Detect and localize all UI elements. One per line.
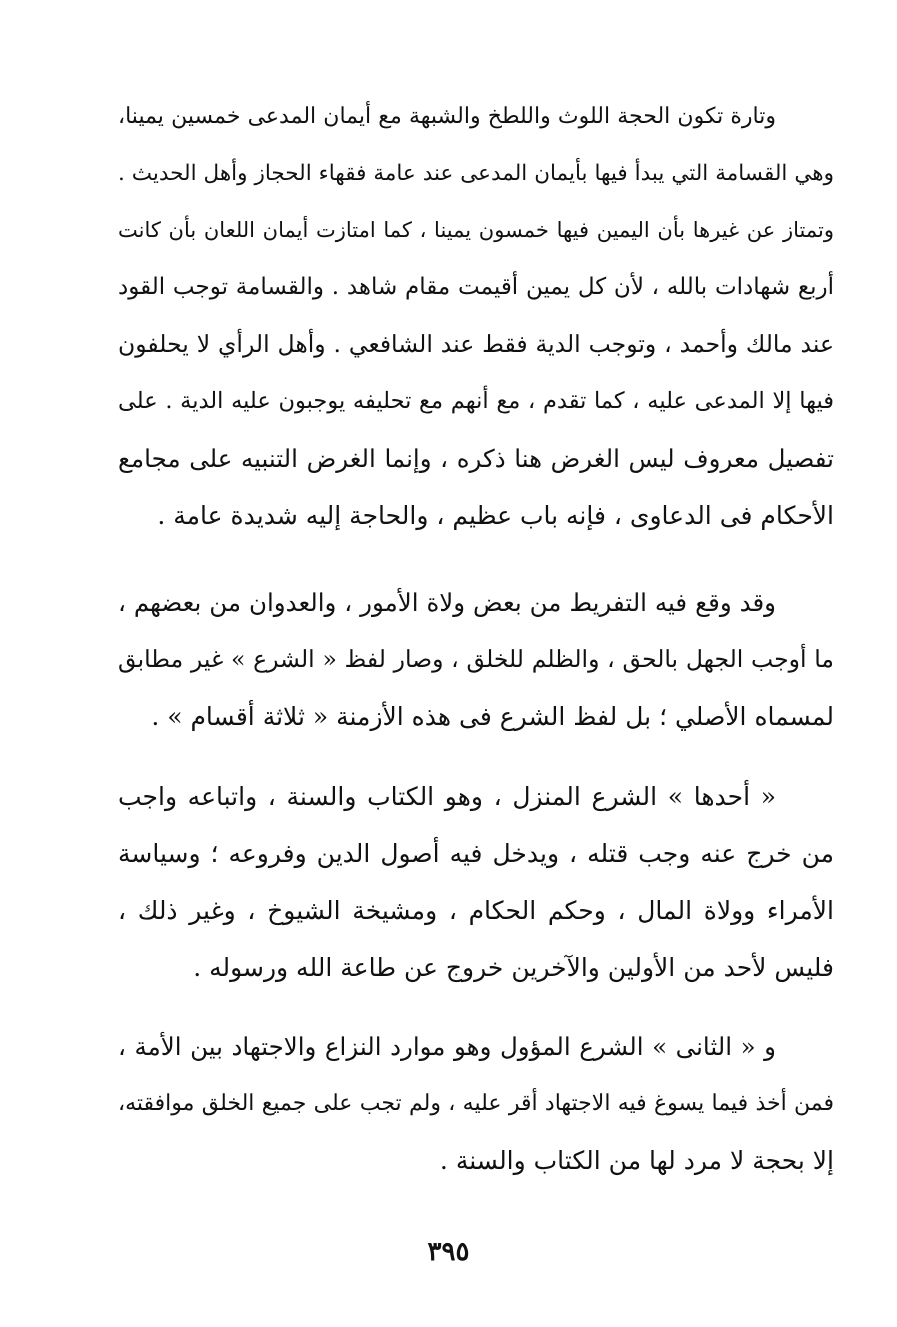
paragraph-4: [118, 1018, 834, 1189]
text-line: وهي القسامة التي يبدأ فيها بأيمان المدعى عند عامة فقهاء الحجاز وأهل الحديث .: [118, 161, 834, 186]
text-line: الأمراء وولاة المال ، وحكم الحكام ، ومشيخة الشيوخ ، وغير ذلك ،: [118, 896, 834, 925]
text-line: أربع شهادات بالله ، لأن كل يمين أقيمت مقام شاهد . والقسامة توجب القود: [118, 274, 834, 300]
text-line: « أحدها » الشرع المنزل ، وهو الكتاب والسنة ، واتباعه واجب: [118, 782, 776, 811]
text-line: فيها إلا المدعى عليه ، كما تقدم ، مع أنهم مع تحليفه يوجبون عليه الدية . على: [118, 388, 834, 414]
text-line: وتمتاز عن غيرها بأن اليمين فيها خمسون يمينا ، كما امتازت أيمان اللعان بأن كانت: [118, 218, 834, 242]
text-line: وتارة تكون الحجة اللوث واللطخ والشبهة مع أيمان المدعى خمسين يمينا،: [118, 104, 776, 129]
text-line: تفصيل معروف ليس الغرض هنا ذكره ، وإنما الغرض التنبيه على مجامع: [118, 444, 834, 473]
text-line: و « الثانى » الشرع المؤول وهو موارد النزاع والاجتهاد بين الأمة ،: [118, 1032, 776, 1061]
text-line: فمن أخذ فيما يسوغ فيه الاجتهاد أقر عليه ، ولم تجب على جميع الخلق موافقته،: [118, 1091, 834, 1116]
text-line: وقد وقع فيه التفريط من بعض ولاة الأمور ، والعدوان من بعضهم ،: [118, 588, 776, 617]
text-line: إلا بحجة لا مرد لها من الكتاب والسنة .: [439, 1146, 834, 1175]
paragraph-2: [118, 574, 834, 745]
text-line: لمسماه الأصلي ؛ بل لفظ الشرع فى هذه الأزمنة « ثلاثة أقسام » .: [151, 702, 834, 731]
page-number: ٣٩٥: [427, 1237, 470, 1267]
text-line: من خرج عنه وجب قتله ، ويدخل فيه أصول الدين وفروعه ؛ وسياسة: [118, 839, 834, 868]
text-line: ما أوجب الجهل بالحق ، والظلم للخلق ، وصار لفظ « الشرع » غير مطابق: [118, 645, 834, 673]
text-line: عند مالك وأحمد ، وتوجب الدية فقط عند الشافعي . وأهل الرأي لا يحلفون: [118, 330, 834, 358]
paragraph-3: [118, 768, 834, 996]
text-line: الأحكام فى الدعاوى ، فإنه باب عظيم ، والحاجة إليه شديدة عامة .: [157, 501, 834, 530]
paragraph-1: [118, 88, 834, 544]
text-line: فليس لأحد من الأولين والآخرين خروج عن طاعة الله ورسوله .: [193, 953, 834, 982]
